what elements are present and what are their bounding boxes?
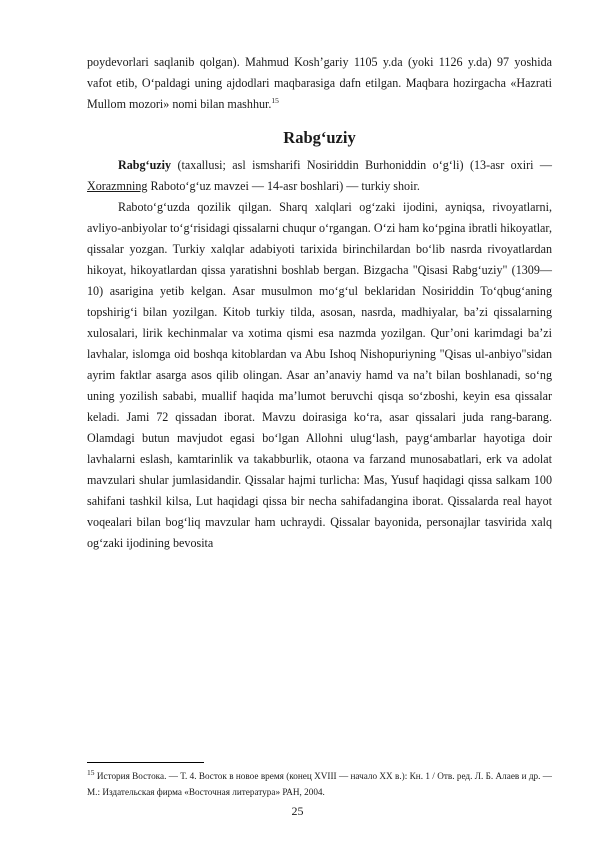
footnote-number: 15 [87, 767, 95, 777]
footnote: $^{15}$ История Востока. — Т. 4. Восток в новое время (конец XVIII — начало XX в.): Кн. 1 / Отв. ред. Л. Б. Алаев и др. — М.: Издательская фирма «Восточная литература» РАН, 2004. [87, 767, 552, 797]
footnote-divider [87, 762, 204, 763]
paragraph-intro: Rabg‘uziy (taxallusi; asl ismsharifi Nosiriddin Burhoniddin o‘g‘li) (13-asr oxiri — Xorazmning Raboto‘g‘uz mavzei — 14-asr boshlari) — turkiy shoir. [87, 158, 552, 193]
page-body [87, 52, 552, 554]
footnote-ref[interactable]: 15 [271, 95, 279, 105]
paragraph-body: Raboto‘g‘uzda qozilik qilgan. Sharq xalqlari og‘zaki ijodini, ayniqsa, rivoyatlarni, avliyo-anbiyolar to‘g‘risidagi qissalarni chuqur o‘rgangan. O‘zi ham ko‘pgina ibratli hikoyatlar, qissalar yozgan. Turkiy xalqlar adabiyoti tarixida birinchilardan bo‘lib nasrda rivoyatlardan hikoyat, hikoyatlardan qissa yaratishni boshlab bergan. Bizgacha "Qisasi Rabg‘uziy" (1309—10) asarigina yetib kelgan. Asar musulmon mo‘g‘ul beklaridan Nosiriddin To‘qbug‘aning topshirig‘i bilan yozilgan. Kitob turkiy tilda, asosan, nasrda, madhiyalar, ba’zi qissalarning xulosalari, lirik kechinmalar va xotima qismi esa nazmda yozilgan. Qur’oni karimdagi ba’zi lavhalar, islomga oid boshqa kitoblardan va Abu Ishoq Nishopuriyning "Qisas ul-anbiyo"sidan ayrim faktlar asarga asos qilib olingan. Asar an’anaviy hamd va na’t bilan boshlanadi, so‘ng uning yozilish sababi, muallif haqida ma’lumot beruvchi qisqa so‘zboshi, keyin esa qissalar keladi. Jami 72 qissadan iborat. Mavzu doirasiga ko‘ra, asar qissalari juda rang-barang. Olamdagi butun mavjudot egasi bo‘lgan Allohni ulug‘lash, payg‘ambarlar hayotiga doir lavhalarni eslash, kamtarinlik va takabburlik, otaona va farzand munosabatlari, erk va adolat mavzulari shular jumlasidandir. Qissalar hajmi turlicha: Mas, Yusuf haqidagi qissa salkam 100 sahifani tashkil kilsa, Lut haqidagi qissa bir necha sahifadangina iborat. Qissalarda real hayot voqealari bilan bog‘liq mavzular ham uchraydi. Qissalar bayonida, personajlar tasvirida xalq og‘zaki ijodining bevosita [87, 200, 552, 550]
term-bold: Rabg‘uziy [118, 158, 172, 172]
page-number: 25 [291, 804, 304, 818]
paragraph-continuation: poydevorlari saqlanib qolgan). Mahmud Kosh’gariy 1105 y.da (yoki 1126 y.da) 97 yoshida vafot etib, O‘paldagi uning ajdodlari maqbarasiga dafn etilgan. Maqbara hozirgacha «Hazrati Mullom mozori» nomi bilan mashhur.$^{15}$ [87, 55, 552, 111]
xorazm-link[interactable]: Xorazmning [87, 179, 148, 193]
section-heading: Rabg‘uziy [283, 128, 356, 147]
